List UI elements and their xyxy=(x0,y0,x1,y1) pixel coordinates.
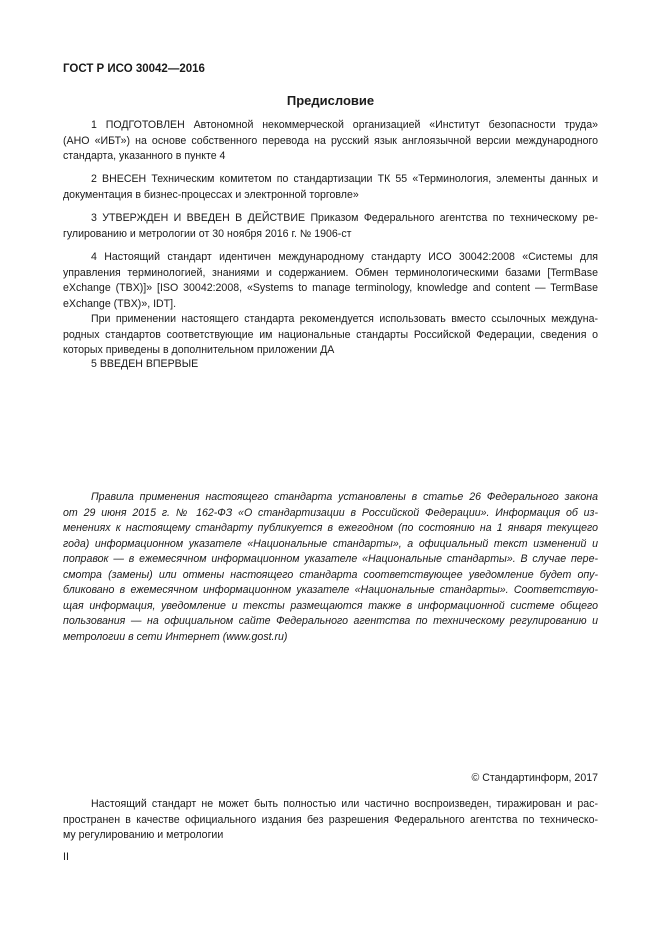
text-line: eXchange (TBX)]» [ISO 30042:2008, «Systems to manage terminology, knowledge and content — TermBase xyxy=(63,282,598,294)
text-line: Настоящий стандарт не может быть полностью или частично воспроизведен, тиражирован и рас- xyxy=(91,798,598,810)
reproduction-notice xyxy=(63,797,598,844)
text-line: При применении настоящего стандарта рекомендуется использовать вместо ссылочных междуна- xyxy=(91,313,598,325)
text-line: 4 Настоящий стандарт идентичен международному стандарту ИСО 30042:2008 «Системы для xyxy=(91,251,598,263)
section-2 xyxy=(63,172,598,203)
application-rules-paragraph xyxy=(63,490,598,645)
text-line: стандарта, указанного в пункте 4 xyxy=(63,150,226,162)
text-line: бликовано в ежемесячном информационном указателе «Национальные стандарты». Соответствую- xyxy=(63,584,598,596)
text-line: смотра (замены) или отмены настоящего стандарта соответствующее уведомление будет опу- xyxy=(63,568,598,581)
section-5 xyxy=(63,357,598,373)
section-4 xyxy=(63,250,598,359)
page-title: Предисловие xyxy=(286,93,375,108)
section-3 xyxy=(63,211,598,242)
text-line: года) информационном указателе «Национальные стандарты», а официальный текст изменений и xyxy=(63,537,598,550)
text-line: 1 ПОДГОТОВЛЕН Автономной некоммерческой организацией «Институт безопасности труда» xyxy=(91,119,598,131)
text-line: которых приведены в дополнительном приложении ДА xyxy=(63,344,335,356)
text-line: eXchange (TBX)», IDT]. xyxy=(63,297,177,310)
text-line: 3 УТВЕРЖДЕН И ВВЕДЕН В ДЕЙСТВИЕ Приказом Федерального агентства по техническому ре- xyxy=(91,212,598,224)
text-line: родных стандартов соответствующие им национальные стандарты Российской Федерации, сведения о xyxy=(63,328,598,341)
text-line: пространен в качестве официального издания без разрешения Федерального агентства по техническо- xyxy=(63,813,598,826)
text-line: Правила применения настоящего стандарта установлены в статье 26 Федерального закона xyxy=(91,491,598,503)
text-line: пользования — на официальном сайте Федерального агентства по техническому регулированию и xyxy=(63,615,598,627)
text-line: от 29 июня 2015 г. № 162-ФЗ «О стандартизации в Российской Федерации». Информация об из- xyxy=(63,506,598,519)
text-line: му регулированию и метрологии xyxy=(63,829,224,841)
page-number: II xyxy=(63,851,69,863)
text-line: менениях к настоящему стандарту публикуется в ежегодном (по состоянию на 1 января текущего xyxy=(63,522,598,534)
text-line: метрологии в сети Интернет (www.gost.ru) xyxy=(63,630,288,643)
text-line: (АНО «ИБТ») на основе собственного перевода на русский язык англоязычной версии международного xyxy=(63,134,598,147)
copyright: © Стандартинформ, 2017 xyxy=(471,772,598,784)
standard-code-header: ГОСТ Р ИСО 30042—2016 xyxy=(63,63,205,75)
section-1 xyxy=(63,118,598,165)
text-line: щая информация, уведомление и тексты размещаются также в информационной системе общего xyxy=(63,599,598,612)
text-line: 5 ВВЕДЕН ВПЕРВЫЕ xyxy=(91,358,199,370)
text-line: документация в бизнес-процессах и электронной торговле» xyxy=(63,188,359,201)
text-line: управления терминологией, знаниями и содержанием. Обмен терминологическими базами [TermBase xyxy=(63,266,598,279)
text-line: 2 ВНЕСЕН Техническим комитетом по стандартизации ТК 55 «Терминология, элементы данных и xyxy=(91,173,598,185)
text-line: гулированию и метрологии от 30 ноября 2016 г. № 1906-ст xyxy=(63,227,352,240)
text-line: поправок — в ежемесячном информационном указателе «Национальные стандарты». В случае пере- xyxy=(63,553,598,565)
